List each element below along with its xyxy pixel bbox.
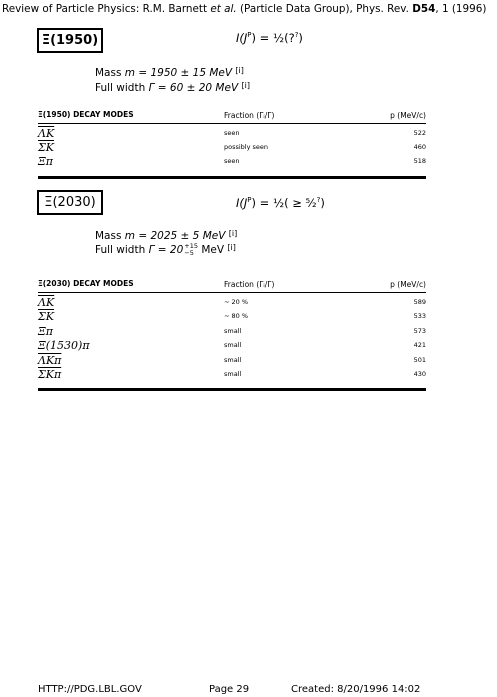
decay-fraction: seen: [224, 157, 240, 165]
decay-mode: $\overline{\Lambda K}$: [38, 296, 55, 309]
footer-created: Created: 8/20/1996 14:02: [291, 684, 421, 695]
col-fraction-header: Fraction (Γᵢ/Γ): [224, 280, 275, 289]
footer-page: Page 29: [209, 684, 250, 695]
mass-label: Mass: [95, 67, 125, 79]
col-p-header: p (MeV/c): [390, 280, 426, 289]
table-row: [38, 296, 426, 309]
decay-fraction: seen: [224, 129, 240, 137]
decay-fraction: ∼ 20 %: [224, 298, 249, 306]
ij-rest: ) = ½( ≥ ⁵⁄₂: [251, 196, 317, 210]
width-plus-error: +15: [184, 242, 198, 250]
decay-fraction: ∼ 80 %: [224, 312, 249, 320]
decay-fraction: small: [224, 327, 242, 335]
col-fraction-header: Fraction (Γᵢ/Γ): [224, 111, 275, 120]
table-row: [38, 354, 426, 367]
ij-close: ): [320, 196, 325, 210]
width-label: Full width: [95, 244, 149, 256]
header-et-al: et al.: [210, 3, 237, 15]
header-page-ref: , 1 (1996): [435, 3, 487, 15]
particle-name: Ξ(1950): [41, 33, 99, 48]
decay-mode: $\overline{\Sigma K\pi}$: [38, 368, 62, 381]
width-ref: [i]: [227, 243, 236, 252]
table-row: [38, 339, 426, 352]
ij-parity-unknown: ?: [294, 31, 299, 40]
mass-value: m = 2025 ± 5 MeV: [124, 230, 226, 242]
ij-parity: P: [247, 196, 252, 205]
decay-momentum: 501: [413, 356, 426, 364]
width-unit: MeV: [197, 244, 225, 256]
isospin-spin-parity: [236, 31, 303, 45]
decay-momentum: 421: [413, 341, 426, 349]
decay-mode: Ξπ: [38, 325, 53, 338]
decay-momentum: 522: [413, 129, 426, 137]
table-row: [38, 127, 426, 140]
decay-mode: $\overline{\Lambda K\pi}$: [38, 354, 62, 367]
width-label: Full width: [95, 82, 149, 94]
ij-text: I(J: [236, 196, 248, 210]
decay-momentum: 430: [413, 370, 426, 378]
decay-table-title: Ξ(1950) DECAY MODES: [38, 110, 134, 119]
ij-text: I(J: [236, 31, 248, 45]
particle-name-box: [37, 190, 103, 215]
ij-close: ): [298, 31, 303, 45]
header-journal-ref: D54: [412, 3, 436, 15]
decay-fraction: small: [224, 370, 242, 378]
table-row: [38, 325, 426, 338]
ij-rest: ) = ½(?: [251, 31, 295, 45]
particle-name-box: [37, 28, 103, 53]
width-value: Γ = 60 ± 20 MeV: [148, 82, 239, 94]
isospin-spin-parity: [236, 196, 325, 210]
mass-label: Mass: [95, 230, 125, 242]
table-row: [38, 155, 426, 168]
header-prefix: Review of Particle Physics: R.M. Barnett: [2, 3, 211, 15]
decay-momentum: 460: [413, 143, 426, 151]
decay-mode: $\overline{\Sigma K}$: [38, 310, 54, 323]
width-value: Γ = 20: [148, 244, 184, 256]
width-errors: [184, 243, 198, 257]
width-line: [95, 243, 236, 257]
running-header: [2, 3, 486, 15]
mass-value: m = 1950 ± 15 MeV: [124, 67, 233, 79]
ij-parity: P: [247, 31, 252, 40]
decay-mode: Ξπ: [38, 155, 53, 168]
mass-line: [95, 229, 237, 242]
table-row: [38, 368, 426, 381]
table-header-rule: [38, 292, 426, 293]
decay-table-title: Ξ(2030) DECAY MODES: [38, 279, 134, 288]
table-row: [38, 141, 426, 154]
footer-url: HTTP://PDG.LBL.GOV: [38, 684, 142, 695]
ij-parity-unknown: ?: [316, 196, 321, 205]
decay-mode: Ξ(1530)π: [38, 339, 90, 352]
decay-fraction: small: [224, 341, 242, 349]
table-header-rule: [38, 123, 426, 124]
mass-ref: [i]: [228, 229, 238, 238]
decay-momentum: 589: [413, 298, 426, 306]
col-p-header: p (MeV/c): [390, 111, 426, 120]
width-minus-error: −5: [184, 249, 194, 257]
decay-momentum: 573: [413, 327, 426, 335]
table-row: [38, 310, 426, 323]
mass-ref: [i]: [235, 66, 244, 75]
width-line: [95, 81, 250, 94]
decay-momentum: 533: [413, 312, 426, 320]
header-suffix: (Particle Data Group), Phys. Rev.: [236, 3, 413, 15]
particle-name: Ξ(2030): [44, 195, 96, 210]
decay-fraction: small: [224, 356, 242, 364]
section-end-rule: [38, 176, 426, 179]
decay-fraction: possibly seen: [224, 143, 269, 151]
decay-mode: $\overline{\Sigma K}$: [38, 141, 54, 154]
decay-mode: $\overline{\Lambda K}$: [38, 127, 55, 140]
section-end-rule: [38, 388, 426, 391]
width-ref: [i]: [241, 81, 250, 90]
mass-line: [95, 66, 244, 79]
decay-momentum: 518: [413, 157, 426, 165]
